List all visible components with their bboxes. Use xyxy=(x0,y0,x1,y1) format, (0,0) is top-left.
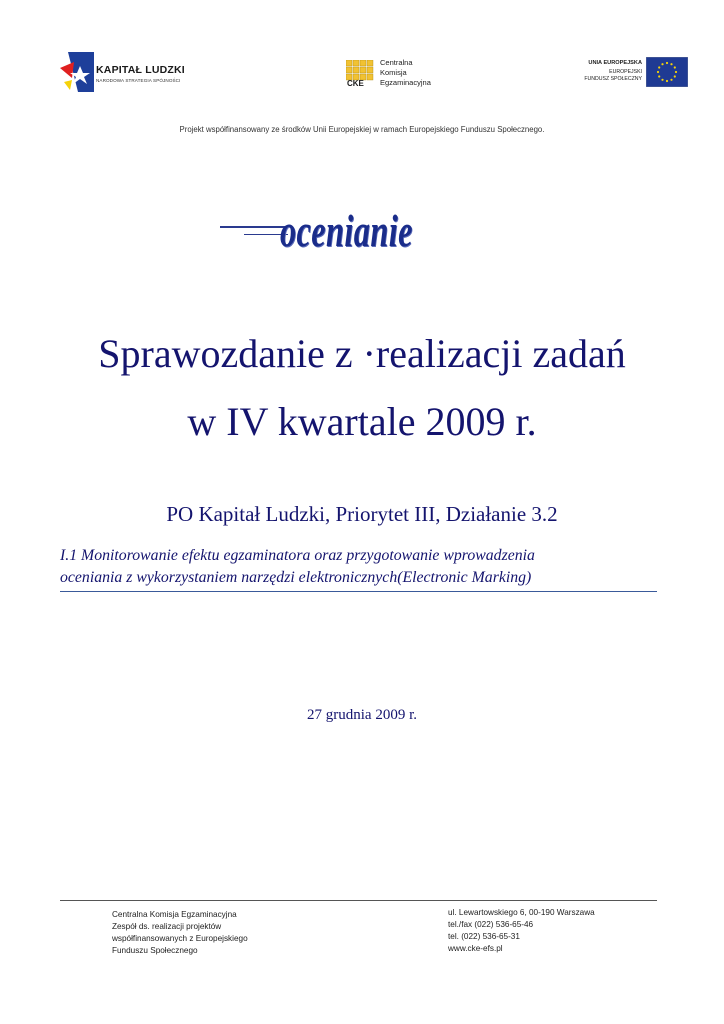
footer-left-line: Zespół ds. realizacji projektów xyxy=(112,922,222,931)
report-title-line-1: Sprawozdanie z ·realizacji zadań xyxy=(98,331,626,376)
cke-line-1: Centralna xyxy=(380,58,413,67)
program-subtitle: PO Kapitał Ludzki, Priorytet III, Działanie 3.2 xyxy=(166,502,558,526)
footer-rule xyxy=(60,900,657,901)
eu-line-2: EUROPEJSKI xyxy=(609,69,642,75)
footer-right xyxy=(448,907,595,955)
cke-grid-icon xyxy=(346,60,376,86)
footer-address: ul. Lewartowskiego 6, 00-190 Warszawa xyxy=(448,908,595,917)
task-line-1: I.1 Monitorowanie efektu egzaminatora oraz przygotowanie wprowadzenia xyxy=(60,547,535,564)
footer-left xyxy=(112,909,248,957)
cke-line-3: Egzaminacyjna xyxy=(380,78,431,87)
report-title-line-2: w IV kwartale 2009 r. xyxy=(187,399,537,444)
footer-phone: tel. (022) 536-65-31 xyxy=(448,932,520,941)
kapital-ludzki-subtitle: NARODOWA STRATEGIA SPÓJNOŚCI xyxy=(96,78,181,83)
task-underline-rule xyxy=(60,591,657,592)
eu-logo xyxy=(574,56,688,88)
kapital-ludzki-logo xyxy=(60,52,200,92)
report-date: 27 grudnia 2009 r. xyxy=(307,707,417,723)
ocenianie-wordmark: ocenianie xyxy=(280,206,413,256)
footer-left-line: Centralna Komisja Egzaminacyjna xyxy=(112,910,237,919)
task-line-2: oceniania z wykorzystaniem narzędzi elektronicznych(Electronic Marking) xyxy=(60,569,532,586)
eu-line-1: UNIA EUROPEJSKA xyxy=(588,60,642,66)
footer-left-line: Funduszu Społecznego xyxy=(112,946,198,955)
footer-left-line: współfinansowanych z Europejskiego xyxy=(112,934,248,943)
cke-line-2: Komisja xyxy=(380,68,407,77)
kapital-ludzki-emblem-icon xyxy=(60,52,94,92)
wordmark-line xyxy=(220,226,288,228)
eu-line-3: FUNDUSZ SPOŁECZNY xyxy=(584,76,642,82)
footer-website-link[interactable]: www.cke-efs.pl xyxy=(448,944,503,953)
kapital-ludzki-title: KAPITAŁ LUDZKI xyxy=(96,64,185,76)
footer-phone-fax: tel./fax (022) 536-65-46 xyxy=(448,920,534,929)
svg-text:CKE: CKE xyxy=(347,79,364,86)
cofinancing-note: Projekt współfinansowany ze środków Unii Europejskiej w ramach Europejskiego Funduszu Społecznego. xyxy=(179,125,545,134)
task-description xyxy=(60,545,658,589)
eu-flag-icon xyxy=(646,57,688,87)
cke-logo xyxy=(346,46,466,90)
